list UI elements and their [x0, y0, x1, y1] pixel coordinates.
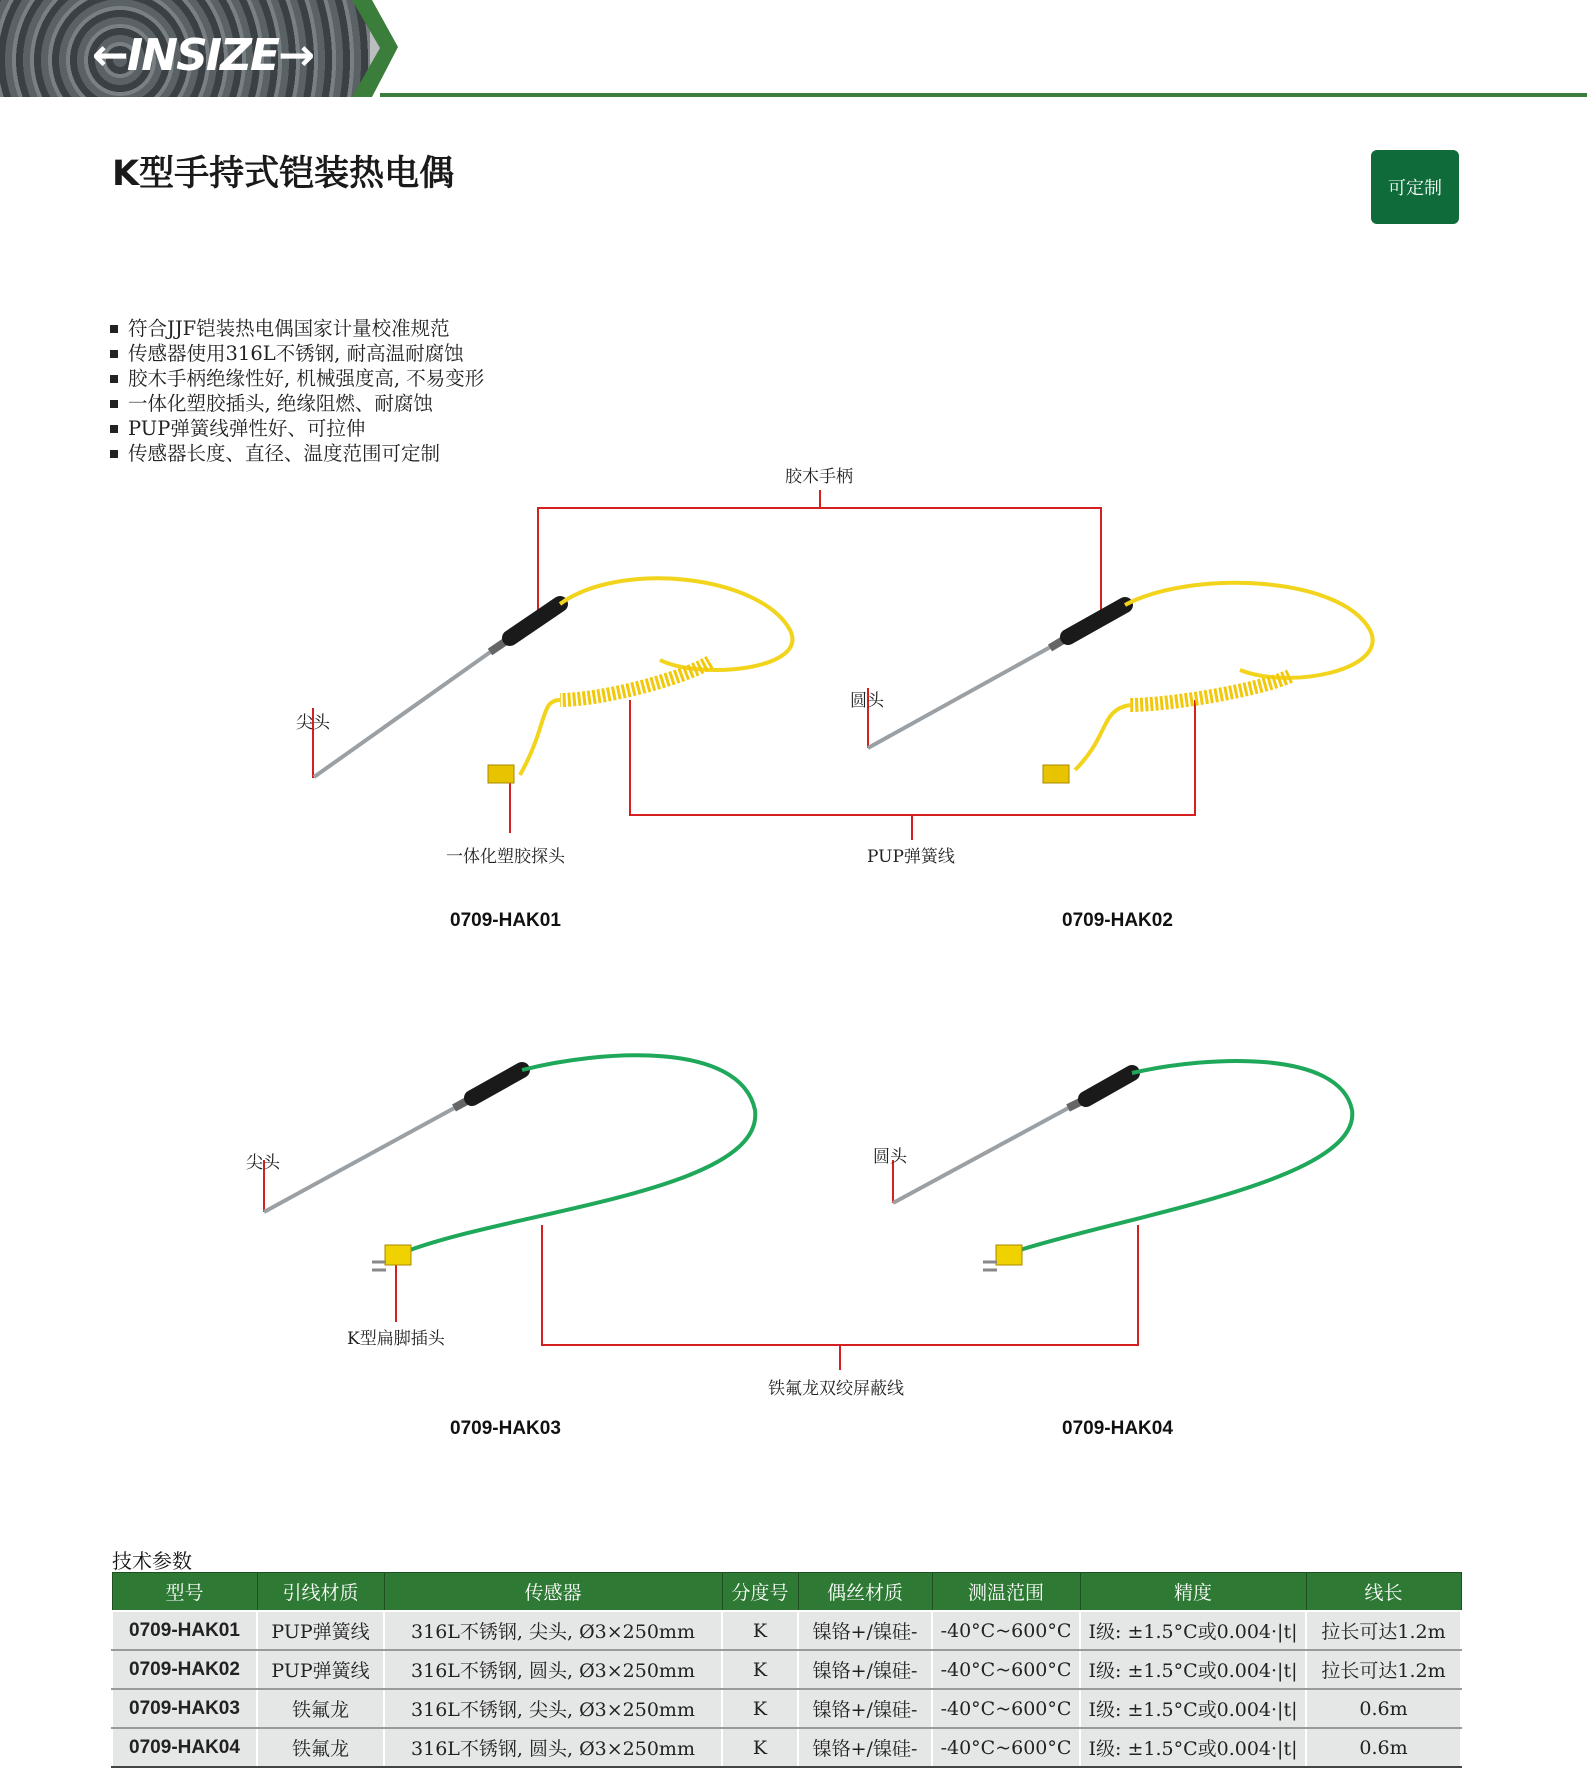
customizable-badge: 可定制 [1371, 150, 1459, 224]
table-cell: 镍铬+/镍硅- [798, 1689, 932, 1728]
table-cell: -40°C~600°C [932, 1611, 1080, 1650]
callout-teflon-cable: 铁氟龙双绞屏蔽线 [768, 1379, 904, 1399]
table-cell: 铁氟龙 [257, 1728, 384, 1767]
callout-pointed-tip: 尖头 [246, 1153, 280, 1173]
table-cell: I级: ±1.5°C或0.004·|t| [1080, 1689, 1306, 1728]
column-header: 传感器 [384, 1573, 722, 1612]
table-cell: -40°C~600°C [932, 1689, 1080, 1728]
table-row [112, 1650, 1461, 1689]
table-cell: 铁氟龙 [257, 1689, 384, 1728]
table-cell: I级: ±1.5°C或0.004·|t| [1080, 1611, 1306, 1650]
model-label: 0709-HAK02 [1062, 910, 1173, 931]
column-header: 型号 [112, 1573, 257, 1612]
table-cell: -40°C~600°C [932, 1650, 1080, 1689]
bullet-icon [110, 325, 118, 333]
table-row [112, 1611, 1461, 1650]
feature-item: 传感器使用316L不锈钢, 耐高温耐腐蚀 [110, 341, 484, 366]
table-cell: -40°C~600°C [932, 1728, 1080, 1767]
page-title: K型手持式铠装热电偶 [112, 154, 455, 194]
callout-k-plug: K型扁脚插头 [347, 1329, 445, 1349]
feature-item: 符合JJF铠装热电偶国家计量校准规范 [110, 316, 484, 341]
bullet-icon [110, 425, 118, 433]
header-rule [380, 93, 1587, 97]
table-cell: 镍铬+/镍硅- [798, 1611, 932, 1650]
callout-pointed-tip: 尖头 [296, 713, 330, 733]
table-cell: PUP弹簧线 [257, 1611, 384, 1650]
model-label: 0709-HAK03 [450, 1418, 561, 1439]
probe-hak04 [893, 1061, 1352, 1270]
column-header: 偶丝材质 [798, 1573, 932, 1612]
spec-table [111, 1572, 1462, 1768]
table-cell: 0.6m [1306, 1689, 1461, 1728]
column-header: 分度号 [722, 1573, 798, 1612]
column-header: 精度 [1080, 1573, 1306, 1612]
callout-round-tip: 圆头 [850, 691, 884, 711]
insize-logo: ←INSIZE→ [92, 30, 313, 81]
table-cell: I级: ±1.5°C或0.004·|t| [1080, 1728, 1306, 1767]
table-cell: 316L不锈钢, 尖头, Ø3×250mm [384, 1611, 722, 1650]
probe-hak03 [264, 1055, 755, 1270]
diagram-illustration [0, 440, 1587, 1510]
table-cell: K [722, 1611, 798, 1650]
table-cell: 0709-HAK04 [112, 1728, 257, 1767]
product-diagram [0, 440, 1587, 1510]
spec-table-title: 技术参数 [112, 1549, 192, 1573]
table-cell: 0.6m [1306, 1728, 1461, 1767]
callout-handle: 胶木手柄 [785, 467, 853, 487]
bullet-icon [110, 375, 118, 383]
table-cell: K [722, 1650, 798, 1689]
probe-hak01 [314, 578, 792, 783]
table-row [112, 1689, 1461, 1728]
table-cell: 316L不锈钢, 尖头, Ø3×250mm [384, 1689, 722, 1728]
feature-item: 一体化塑胶插头, 绝缘阻燃、耐腐蚀 [110, 391, 484, 416]
table-cell: K [722, 1728, 798, 1767]
bullet-icon [110, 350, 118, 358]
feature-item: PUP弹簧线弹性好、可拉伸 [110, 416, 484, 441]
column-header: 测温范围 [932, 1573, 1080, 1612]
table-cell: 拉长可达1.2m [1306, 1611, 1461, 1650]
table-cell: 0709-HAK02 [112, 1650, 257, 1689]
table-cell: 0709-HAK01 [112, 1611, 257, 1650]
probe-hak02 [868, 583, 1373, 783]
model-label: 0709-HAK01 [450, 910, 561, 931]
column-header: 线长 [1306, 1573, 1461, 1612]
table-cell: I级: ±1.5°C或0.004·|t| [1080, 1650, 1306, 1689]
table-cell: 拉长可达1.2m [1306, 1650, 1461, 1689]
table-row [112, 1728, 1461, 1767]
callout-round-tip: 圆头 [873, 1147, 907, 1167]
table-cell: PUP弹簧线 [257, 1650, 384, 1689]
table-cell: 316L不锈钢, 圆头, Ø3×250mm [384, 1728, 722, 1767]
table-cell: 316L不锈钢, 圆头, Ø3×250mm [384, 1650, 722, 1689]
table-cell: 镍铬+/镍硅- [798, 1728, 932, 1767]
feature-item: 胶木手柄绝缘性好, 机械强度高, 不易变形 [110, 366, 484, 391]
callout-pup-cable: PUP弹簧线 [867, 847, 955, 867]
table-cell: K [722, 1689, 798, 1728]
column-header: 引线材质 [257, 1573, 384, 1612]
callout-integrated-plug: 一体化塑胶探头 [446, 847, 565, 867]
model-label: 0709-HAK04 [1062, 1418, 1173, 1439]
table-cell: 镍铬+/镍硅- [798, 1650, 932, 1689]
table-cell: 0709-HAK03 [112, 1689, 257, 1728]
table-header-row [112, 1573, 1461, 1612]
feature-item: 传感器长度、直径、温度范围可定制 [110, 441, 484, 466]
bullet-icon [110, 400, 118, 408]
